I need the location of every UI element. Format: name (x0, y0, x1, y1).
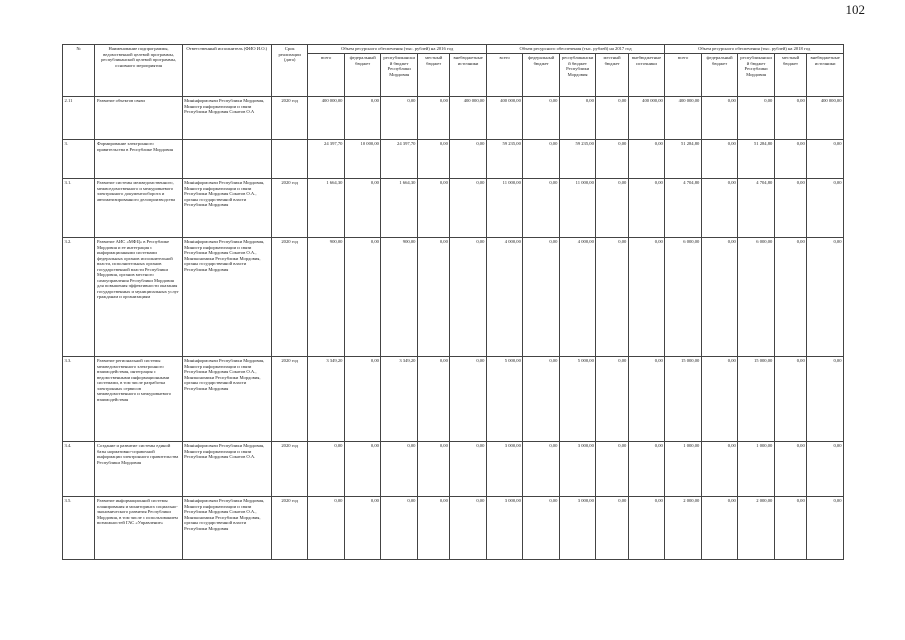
amount-cell: 0,00 (701, 357, 738, 442)
amount-cell: 0,00 (774, 97, 806, 140)
amount-cell: 0,00 (628, 179, 665, 238)
amount-cell: 0,00 (701, 179, 738, 238)
amount-cell: 0,00 (774, 442, 806, 497)
amount-cell: 24 397,70 (308, 140, 345, 179)
amount-cell: 0,00 (308, 442, 345, 497)
amount-cell: 4 000,00 (486, 238, 523, 357)
amount-cell: 0,00 (450, 497, 487, 560)
amount-cell: 1 664,30 (308, 179, 345, 238)
amount-cell: 0,00 (774, 357, 806, 442)
amount-cell: 0,00 (774, 179, 806, 238)
amount-cell: 0,00 (596, 442, 628, 497)
amount-cell: 5 000,00 (559, 357, 596, 442)
amount-cell: 0,00 (628, 357, 665, 442)
amount-cell: 0,00 (523, 497, 560, 560)
amount-cell: 0,00 (417, 497, 449, 560)
amount-cell: 4 704,80 (665, 179, 702, 238)
amount-cell: 0,00 (701, 238, 738, 357)
amount-cell: 0,00 (344, 442, 381, 497)
amount-cell: 0,00 (559, 97, 596, 140)
row-executor: Минінформсвязи Республики Мордовия, Министр информатизации и связи Республики Мордовия Сокатов О.А., Минэкономики Республики Мордовия, органы государственной власти Республики Мордовия (182, 497, 271, 560)
amount-cell: 3 349,20 (308, 357, 345, 442)
amount-cell: 400 000,00 (308, 97, 345, 140)
amount-cell: 0,00 (596, 357, 628, 442)
header-period: Срок реализации (дата) (271, 45, 308, 97)
row-period: 2020 год (271, 442, 308, 497)
amount-cell: 0,00 (344, 238, 381, 357)
amount-cell: 59 235,00 (486, 140, 523, 179)
table-row (63, 357, 844, 442)
amount-cell: 0,00 (523, 442, 560, 497)
amount-cell: 0,00 (701, 497, 738, 560)
amount-cell: 0,00 (628, 238, 665, 357)
amount-cell: 0,00 (628, 442, 665, 497)
header-republic: республиканский бюджет Республики Мордовия (381, 54, 418, 97)
header-local: местный бюджет (774, 54, 806, 97)
row-number: 3. (63, 140, 95, 179)
amount-cell: 0,00 (774, 497, 806, 560)
row-name: Формирование электронного правительства в Республике Мордовия (95, 140, 182, 179)
amount-cell: 0,00 (344, 179, 381, 238)
amount-cell: 0,00 (381, 497, 418, 560)
row-period (271, 140, 308, 179)
amount-cell: 6 000,00 (665, 238, 702, 357)
header-local: местный бюджет (417, 54, 449, 97)
amount-cell: 15 000,00 (665, 357, 702, 442)
row-name: Создание и развитие системы единой базы нормативно-справочной информации электронного правительства Республики Мордовия (95, 442, 182, 497)
amount-cell: 0,00 (628, 497, 665, 560)
row-period: 2020 год (271, 179, 308, 238)
amount-cell: 3 000,00 (486, 497, 523, 560)
amount-cell: 3 000,00 (559, 442, 596, 497)
header-total: всего (486, 54, 523, 97)
row-number: 2.11 (63, 97, 95, 140)
header-group-2017: Объем ресурсного обеспечения (тыс. рублей) на 2017 год (486, 45, 664, 54)
amount-cell: 0,00 (344, 97, 381, 140)
amount-cell: 51 284,80 (738, 140, 775, 179)
table-row (63, 442, 844, 497)
amount-cell: 0,00 (417, 442, 449, 497)
amount-cell: 0,00 (738, 97, 775, 140)
row-executor: Минінформсвязи Республики Мордовия, Министр информатизации и связи Республики Мордовия Сокатов О.А. (182, 442, 271, 497)
amount-cell: 0,00 (344, 497, 381, 560)
row-period: 2020 год (271, 497, 308, 560)
amount-cell: 0,00 (344, 357, 381, 442)
header-extra: внебюджетные источники (628, 54, 665, 97)
header-extra: внебюджетные источники (450, 54, 487, 97)
amount-cell: 400 000,00 (665, 97, 702, 140)
amount-cell: 0,00 (381, 97, 418, 140)
amount-cell: 59 235,00 (559, 140, 596, 179)
page-number: 102 (845, 2, 865, 17)
amount-cell: 0,00 (450, 357, 487, 442)
amount-cell: 0,00 (701, 97, 738, 140)
row-name: Развитие системы межведомственного, межвседомственного и межуровневого электронного документооборота и автоматизированного делопроизводства (95, 179, 182, 238)
table-row (63, 497, 844, 560)
amount-cell: 0,00 (523, 140, 560, 179)
amount-cell: 0,00 (523, 179, 560, 238)
amount-cell: 0,00 (417, 179, 449, 238)
row-number: 3.5. (63, 497, 95, 560)
amount-cell: 0,00 (596, 238, 628, 357)
amount-cell: 0,00 (523, 357, 560, 442)
amount-cell: 0,00 (308, 497, 345, 560)
header-group-2018: Объем ресурсного обеспечения (тыс. рублей) на 2018 год (665, 45, 844, 54)
amount-cell: 0,00 (381, 442, 418, 497)
table-row (63, 179, 844, 238)
header-federal: федеральный бюджет (701, 54, 738, 97)
header-total: всего (665, 54, 702, 97)
amount-cell: 0,00 (807, 497, 844, 560)
amount-cell: 0,00 (596, 497, 628, 560)
header-extra: внебюджетные источники (807, 54, 844, 97)
row-period: 2020 год (271, 97, 308, 140)
amount-cell: 2 000,00 (738, 497, 775, 560)
amount-cell: 0,00 (417, 238, 449, 357)
amount-cell: 400 000,00 (807, 97, 844, 140)
amount-cell: 5 000,00 (486, 357, 523, 442)
amount-cell: 3 349,20 (381, 357, 418, 442)
header-republic: республиканский бюджет Республики Мордовия (559, 54, 596, 97)
amount-cell: 400 000,00 (486, 97, 523, 140)
resource-table (62, 44, 844, 560)
amount-cell: 24 397,70 (381, 140, 418, 179)
row-executor: Минінформсвязи Республики Мордовия, Министр информатизации и связи Республики Мордовия Сокатов О.А., Минэкономики Республики Мордовия, органы государственной власти Республики Мордовия (182, 238, 271, 357)
amount-cell: 400 000,00 (450, 97, 487, 140)
amount-cell: 10 000,00 (344, 140, 381, 179)
amount-cell: 0,00 (701, 140, 738, 179)
amount-cell: 0,00 (450, 238, 487, 357)
amount-cell: 0,00 (417, 357, 449, 442)
amount-cell: 15 000,00 (738, 357, 775, 442)
header-no: № (63, 45, 95, 97)
row-period: 2020 год (271, 238, 308, 357)
amount-cell: 0,00 (596, 140, 628, 179)
amount-cell: 2 000,00 (665, 497, 702, 560)
amount-cell: 0,00 (596, 179, 628, 238)
amount-cell: 3 000,00 (559, 497, 596, 560)
row-name: Развитие информационной системы планирования и мониторинга социально-экономического развития Республики Мордовия, в том числе с использованием возможностей ГАС «Управление» (95, 497, 182, 560)
header-total: всего (308, 54, 345, 97)
table-body (63, 97, 844, 560)
amount-cell: 6 000,00 (738, 238, 775, 357)
row-executor: Минінформсвязи Республики Мордовия, Министр информатизации и связи Республики Мордовия Сокатов О.А., Минэкономики Республики Мордовия, органы государственной власти Республики Мордовия (182, 357, 271, 442)
amount-cell: 0,00 (628, 140, 665, 179)
amount-cell: 0,00 (774, 140, 806, 179)
row-number: 3.2. (63, 238, 95, 357)
amount-cell: 0,00 (417, 140, 449, 179)
amount-cell: 0,00 (807, 357, 844, 442)
table-row (63, 140, 844, 179)
row-name: Развитие АИС «МФЦ» в Республике Мордовия и ее интеграция с информационными системами федеральных органов исполнительной власти, исполнительных органов государственной власти Республики Мордовия, органов местного самоуправления Республики Мордовия для повышения эффективности оказания государственных и муниципальных услуг гражданам и организациям (95, 238, 182, 357)
amount-cell: 0,00 (596, 97, 628, 140)
row-name: Развитие региональной системы межведомственного электронного взаимодействия, интеграция с ведомственными информационными системами, в том числе разработка электронных сервисов межведомственного и межуровневого взаимодействия (95, 357, 182, 442)
header-group-2016: Объем ресурсного обеспечения (тыс. рублей) на 2016 год (308, 45, 486, 54)
table-row (63, 97, 844, 140)
amount-cell: 11 000,00 (559, 179, 596, 238)
amount-cell: 0,00 (450, 442, 487, 497)
row-number: 3.3. (63, 357, 95, 442)
amount-cell: 1 664,30 (381, 179, 418, 238)
amount-cell: 0,00 (523, 238, 560, 357)
header-name: Наименование подпрограммы, ведомственной целевой программы, республиканской целевой программы, основного мероприятия (95, 45, 182, 97)
amount-cell: 0,00 (807, 238, 844, 357)
amount-cell: 1 000,00 (738, 442, 775, 497)
amount-cell: 0,00 (807, 179, 844, 238)
amount-cell: 400 000,00 (628, 97, 665, 140)
amount-cell: 0,00 (807, 442, 844, 497)
amount-cell: 0,00 (701, 442, 738, 497)
header-local: местный бюджет (596, 54, 628, 97)
amount-cell: 0,00 (807, 140, 844, 179)
header-executor: Ответственный исполнитель (ФИО И.О.) (182, 45, 271, 97)
header-row-1 (63, 45, 844, 54)
amount-cell: 0,00 (450, 140, 487, 179)
row-name: Развитие объектов связи (95, 97, 182, 140)
row-executor: Минінформсвязи Республики Мордовия, Министр информатизации и связи Республики Мордовия Сокатов О.А (182, 97, 271, 140)
header-federal: федеральный бюджет (344, 54, 381, 97)
header-republic: республиканский бюджет Республики Мордовия (738, 54, 775, 97)
row-executor: Минінформсвязи Республики Мордовия, Министр информатизации и связи Республики Мордовия Сокатов О.А., органы государственной власти Республики Мордовия (182, 179, 271, 238)
row-number: 3.4. (63, 442, 95, 497)
amount-cell: 1 000,00 (665, 442, 702, 497)
table-row (63, 238, 844, 357)
amount-cell: 900,00 (308, 238, 345, 357)
amount-cell: 4 000,00 (559, 238, 596, 357)
header-federal: федеральный бюджет (523, 54, 560, 97)
amount-cell: 4 704,80 (738, 179, 775, 238)
row-executor (182, 140, 271, 179)
amount-cell: 11 000,00 (486, 179, 523, 238)
amount-cell: 0,00 (417, 97, 449, 140)
row-number: 3.1. (63, 179, 95, 238)
amount-cell: 3 000,00 (486, 442, 523, 497)
amount-cell: 0,00 (450, 179, 487, 238)
amount-cell: 0,00 (774, 238, 806, 357)
amount-cell: 51 284,80 (665, 140, 702, 179)
amount-cell: 0,00 (523, 97, 560, 140)
amount-cell: 900,00 (381, 238, 418, 357)
row-period: 2020 год (271, 357, 308, 442)
